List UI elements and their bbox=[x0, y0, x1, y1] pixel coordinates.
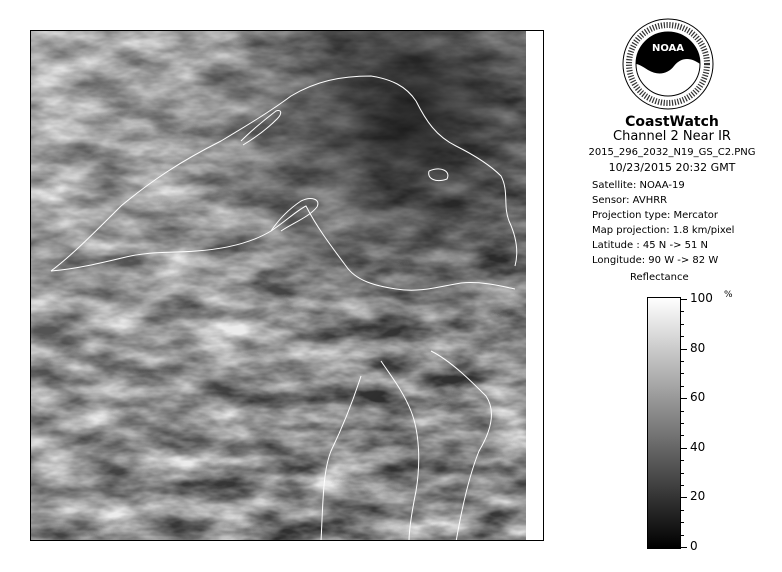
metadata-label: Latitude : bbox=[592, 240, 640, 251]
metadata-value: 90 W -> 82 W bbox=[648, 255, 719, 266]
colorbar-tick-mark bbox=[681, 448, 687, 449]
metadata-row bbox=[592, 210, 718, 221]
metadata-label: Longitude: bbox=[592, 255, 646, 266]
metadata-value: Mercator bbox=[673, 210, 718, 221]
metadata-row bbox=[592, 225, 734, 236]
metadata-label: Projection type: bbox=[592, 210, 671, 221]
colorbar-unit: % bbox=[724, 290, 733, 300]
metadata-row bbox=[592, 255, 718, 266]
colorbar-tick-mark bbox=[681, 361, 684, 362]
logo-noaa-text: NOAA bbox=[651, 43, 685, 54]
product-title: CoastWatch bbox=[625, 114, 719, 130]
colorbar-tick-mark bbox=[681, 460, 684, 461]
colorbar-tick-mark bbox=[681, 398, 687, 399]
colorbar-tick-mark bbox=[681, 435, 684, 436]
colorbar-tick-mark bbox=[681, 311, 684, 312]
satellite-map bbox=[30, 30, 544, 541]
channel-label: Channel 2 Near IR bbox=[613, 129, 731, 144]
colorbar-tick-mark bbox=[681, 386, 684, 387]
colorbar-tick-mark bbox=[681, 336, 684, 337]
metadata-label: Sensor: bbox=[592, 195, 630, 206]
colorbar-tick-mark bbox=[681, 349, 687, 350]
metadata-value: NOAA-19 bbox=[639, 180, 685, 191]
metadata-row bbox=[592, 195, 667, 206]
colorbar-tick-label: 40 bbox=[690, 440, 706, 454]
colorbar-tick-mark bbox=[681, 497, 687, 498]
filename: 2015_296_2032_N19_GS_C2.PNG bbox=[588, 147, 756, 158]
metadata-label: Satellite: bbox=[592, 180, 637, 191]
colorbar-tick-label: 60 bbox=[690, 390, 706, 404]
colorbar-tick-mark bbox=[681, 535, 684, 536]
metadata-row bbox=[592, 240, 708, 251]
colorbar-tick-mark bbox=[681, 522, 684, 523]
colorbar-tick-mark bbox=[681, 485, 684, 486]
colorbar-tick-mark bbox=[681, 510, 684, 511]
metadata-value: AVHRR bbox=[632, 195, 668, 206]
metadata-value: 1.8 km/pixel bbox=[672, 225, 735, 236]
colorbar bbox=[647, 297, 681, 549]
metadata-row bbox=[592, 180, 685, 191]
colorbar-tick-mark bbox=[681, 423, 684, 424]
colorbar-tick-mark bbox=[681, 547, 687, 548]
colorbar-tick-label: 100 bbox=[690, 291, 713, 305]
datetime: 10/23/2015 20:32 GMT bbox=[608, 161, 736, 174]
colorbar-tick-mark bbox=[681, 299, 687, 300]
colorbar-tick-label: 80 bbox=[690, 341, 706, 355]
noaa-logo bbox=[622, 18, 714, 110]
colorbar-tick-mark bbox=[681, 324, 684, 325]
colorbar-tick-mark bbox=[681, 411, 684, 412]
satellite-image bbox=[31, 31, 544, 541]
metadata-value: 45 N -> 51 N bbox=[642, 240, 709, 251]
colorbar-tick-label: 0 bbox=[690, 539, 698, 553]
colorbar-tick-mark bbox=[681, 373, 684, 374]
colorbar-label: Reflectance bbox=[630, 272, 689, 283]
metadata-label: Map projection: bbox=[592, 225, 670, 236]
colorbar-tick-mark bbox=[681, 473, 684, 474]
colorbar-tick-label: 20 bbox=[690, 489, 706, 503]
